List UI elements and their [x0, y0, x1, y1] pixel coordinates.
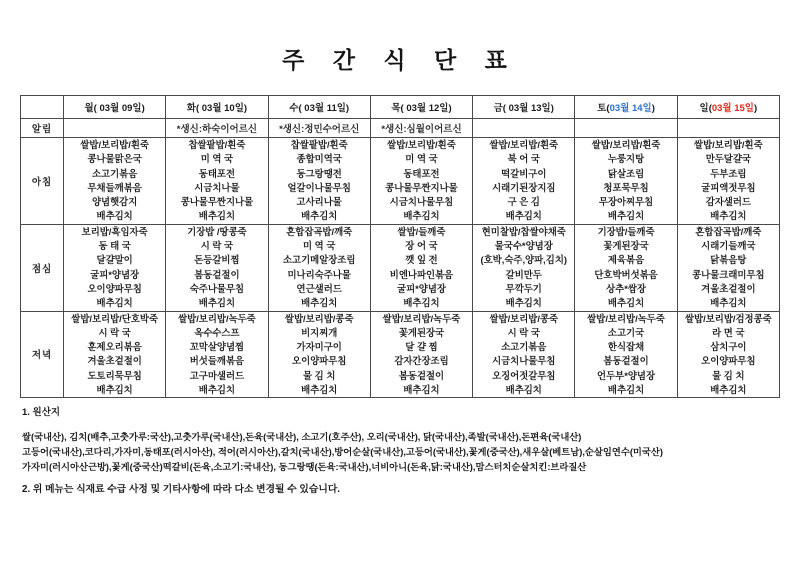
table-body [21, 119, 780, 398]
meal-item: 깻 잎 전 [405, 254, 438, 266]
meal-item: 쌀밥/보리밥/흰죽 [387, 139, 456, 150]
meal-item: 콩나물맑은국 [87, 153, 142, 165]
meal-item: 동 태 국 [98, 240, 131, 252]
meal-item: 배추김치 [403, 384, 440, 396]
meal-item: 시 락 국 [98, 326, 131, 338]
day-header-sat-close-paren: ) [651, 103, 655, 114]
meal-item: 상추*쌈장 [606, 282, 646, 294]
table-header-row [21, 96, 780, 119]
table-header [21, 96, 780, 119]
meal-item: 쌀밥/보리밥/검정콩죽 [684, 312, 772, 324]
breakfast-cell-tue [166, 138, 268, 225]
day-header-tue: 화( 03월 10일) [166, 96, 268, 119]
meal-item: 쌀밥/보리밥/단호박죽 [71, 312, 158, 324]
meal-item: 동태포전 [198, 167, 236, 179]
meal-item: 배추김치 [505, 210, 542, 222]
day-header-sun-date: 03월 15일 [711, 103, 754, 114]
meal-item: 굴피*양념장 [90, 268, 140, 280]
breakfast-cell-mon [64, 138, 166, 225]
meal-item: 오이양파무침 [292, 355, 347, 367]
meal-item: 시금치나물무침 [389, 196, 454, 208]
meal-item: 배추김치 [607, 297, 645, 309]
meal-item: 찹쌀팥밥/흰죽 [188, 139, 246, 150]
notice-cell-tue: *생신:하숙이어르신 [166, 119, 268, 138]
meal-item: 라 면 국 [712, 326, 745, 338]
day-header-wed: 수( 03월 11일) [268, 96, 370, 119]
origin-line-2: 고등어(국내산),코다리,가자미,동태포(러시아산), 적어(러시아산),갈치(국내산),방어순살(국내산),고등어(국내산),꽃게(중국산),새우살(베트남),순살임연수(미국산) [22, 446, 663, 457]
meal-item: 닭살조림 [607, 167, 645, 179]
meal-item: (호박,숙주,양파,김치) [480, 254, 568, 266]
lunch-cell-tue [166, 224, 268, 311]
meal-item: 쌀밥/보리밥/콩죽 [489, 312, 559, 324]
meal-item: 감자간장조림 [394, 355, 449, 367]
meal-item: 무장아찌무침 [598, 196, 654, 208]
lunch-cell-sun [677, 224, 779, 311]
meal-item: 배추김치 [96, 210, 133, 222]
meal-item: 봄동겉절이 [603, 355, 649, 367]
breakfast-row [21, 138, 780, 225]
day-header-sat-open-paren: ( [606, 103, 610, 114]
meal-item: 물국수*양념장 [494, 240, 553, 252]
meal-item: 꽃게된장국 [603, 240, 649, 252]
meal-item: 북 어 국 [507, 153, 540, 165]
meal-item: 배추김치 [505, 384, 542, 396]
meal-item: 소고기볶음 [91, 167, 138, 179]
dinner-cell-sat [575, 311, 677, 398]
footnote-note-2: 2. 위 메뉴는 식재료 수급 사정 및 기타사항에 따라 다소 변경될 수 있습니다. [22, 483, 341, 495]
meal-item: 배추김치 [96, 384, 133, 396]
meal-item: 옥수수스프 [194, 326, 240, 338]
meal-item: 배추김치 [710, 297, 747, 309]
meal-item: 겨울초겉절이 [701, 282, 756, 294]
meal-item: 숙주나물무침 [189, 282, 245, 294]
meal-item: 돈등갈비찜 [194, 254, 240, 266]
notice-cell-sat [575, 119, 677, 138]
meal-item: 꽃게된장국 [398, 326, 445, 338]
meal-item: 한식잡채 [607, 341, 645, 353]
meal-item: 고사리나물 [296, 196, 342, 208]
meal-item: 쌀밥/보리밥/콩죽 [284, 312, 354, 324]
row-label-dinner: 저녁 [21, 311, 64, 398]
meal-item: 장 어 국 [405, 240, 438, 252]
lunch-cell-fri [473, 224, 575, 311]
meal-item: 삼치구이 [710, 341, 747, 353]
breakfast-cell-thu [370, 138, 472, 225]
meal-item: 연근샐러드 [296, 282, 342, 294]
day-header-fri: 금( 03월 13일) [473, 96, 575, 119]
meal-item: 고구마샐러드 [189, 369, 245, 381]
meal-item: 배추김치 [607, 384, 645, 396]
meal-item: 쌀밥/들깨죽 [397, 225, 446, 237]
meal-item: 쌀밥/보리밥/녹두죽 [587, 312, 665, 324]
meal-item: 오징어젓갈무침 [492, 369, 556, 381]
meal-item: 누룽지탕 [607, 153, 645, 165]
meal-item: 시래기들깨국 [701, 240, 756, 252]
meal-item: 배추김치 [301, 210, 338, 222]
origin-heading: 1. 원산지 [22, 407, 61, 419]
meal-item: 굴피액젓무침 [701, 181, 756, 193]
notice-cell-thu: *생신:심월이어르신 [370, 119, 472, 138]
meal-item: 배추김치 [710, 210, 747, 222]
dinner-cell-tue [166, 311, 268, 398]
notice-row [21, 119, 780, 138]
meal-item: 쌀밥/보리밥/흰죽 [694, 139, 763, 150]
breakfast-cell-wed [268, 138, 370, 225]
meal-item: 비엔나파인볶음 [389, 268, 454, 280]
meal-item: 소고기볶음 [501, 341, 547, 353]
meal-item: 갈비만두 [505, 268, 542, 280]
notice-cell-fri [473, 119, 575, 138]
day-header-sat [575, 96, 677, 119]
meal-item: 달걀말이 [96, 254, 133, 266]
meal-item: 구 은 김 [507, 196, 540, 208]
meal-item: 굴피*양념장 [397, 282, 446, 294]
meal-item: 미나리숙주나물 [287, 268, 351, 280]
meal-item: 쌀밥/보리밥/녹두죽 [382, 312, 461, 324]
meal-item: 닭볶음탕 [710, 254, 747, 266]
meal-item: 기장밥/들깨죽 [597, 225, 655, 237]
meal-item: 미 역 국 [405, 153, 438, 165]
meal-item: 물 김 치 [303, 369, 336, 381]
dinner-cell-sun [677, 311, 779, 398]
meal-item: 쌀밥/보리밥/흰죽 [591, 139, 661, 150]
day-header-sat-date: 03월 14일 [609, 103, 652, 114]
meal-item: 봄동겉절이 [194, 268, 240, 280]
meal-item: 양념햇감지 [91, 196, 138, 208]
lunch-row [21, 224, 780, 311]
meal-item: 비지찌개 [301, 326, 338, 338]
dinner-cell-fri [473, 311, 575, 398]
meal-item: 현미찰밥/찹쌀야채죽 [481, 225, 566, 237]
meal-item: 버섯들깨볶음 [189, 355, 245, 367]
meal-item: 물 김 치 [712, 369, 745, 381]
meal-item: 가자미구이 [296, 341, 342, 353]
table-corner-cell [21, 96, 64, 119]
day-header-sun [677, 96, 779, 119]
origin-line-1: 쌀(국내산), 김치(배추,고춧가루:국산),고춧가루(국내산),돈육(국내산), 소고기(호주산), 오리(국내산), 닭(국내산),족발(국내산),돈편육(국내산) [22, 431, 582, 442]
dinner-row [21, 311, 780, 398]
breakfast-cell-sat [575, 138, 677, 225]
meal-item: 미 역 국 [303, 240, 336, 252]
day-header-sun-day: 일 [699, 103, 709, 114]
day-header-thu: 목( 03월 12일) [370, 96, 472, 119]
notice-cell-mon [64, 119, 166, 138]
meal-item: 시래기된장지짐 [492, 181, 556, 193]
meal-item: 만두달걀국 [705, 153, 751, 165]
meal-item: 도토리묵무침 [87, 369, 142, 381]
meal-item: 찹쌀팥밥/흰죽 [290, 139, 348, 150]
meal-item: 제육볶음 [607, 254, 645, 266]
page-title: 주 간 식 단 표 [282, 47, 518, 73]
meal-item: 혼합잡곡밥/깨죽 [286, 225, 353, 237]
meal-item: 두부조림 [710, 167, 747, 179]
meal-item: 떡갈비구이 [501, 167, 547, 179]
meal-item: 시 락 국 [507, 326, 540, 338]
day-header-mon: 월( 03월 09일) [64, 96, 166, 119]
meal-item: 콩나물크래미무침 [692, 268, 765, 280]
breakfast-cell-fri [473, 138, 575, 225]
meal-item: 청포묵무침 [603, 181, 649, 193]
footnotes-section [22, 405, 800, 497]
lunch-cell-sat [575, 224, 677, 311]
meal-item: 훈제오리볶음 [87, 341, 142, 353]
meal-item: 시금치나물무침 [492, 355, 556, 367]
meal-item: 기장밥 /땅콩죽 [187, 225, 247, 237]
row-label-lunch: 점심 [21, 224, 64, 311]
meal-item: 배추김치 [403, 297, 440, 309]
meal-item: 겨울초겉절이 [87, 355, 142, 367]
lunch-cell-thu [370, 224, 472, 311]
meal-item: 쌀밥/보리밥/흰죽 [80, 139, 149, 150]
meal-item: 배추김치 [96, 297, 133, 309]
meal-item: 무깍두기 [505, 282, 542, 294]
day-header-sun-open-paren: ( [708, 103, 712, 114]
meal-item: 배추김치 [198, 297, 236, 309]
meal-item: 종합미역국 [296, 153, 342, 165]
meal-item: 배추김치 [607, 210, 645, 222]
meal-item: 쌀밥/보리밥/흰죽 [489, 139, 559, 150]
notice-cell-sun [677, 119, 779, 138]
lunch-cell-wed [268, 224, 370, 311]
meal-item: 배추김치 [403, 210, 440, 222]
row-label-breakfast: 아침 [21, 138, 64, 225]
meal-item: 오이양파무침 [87, 282, 142, 294]
dinner-cell-thu [370, 311, 472, 398]
weekly-menu-table [20, 95, 780, 398]
meal-item: 배추김치 [301, 384, 338, 396]
meal-item: 봄동겉절이 [398, 369, 445, 381]
meal-item: 얼갈이나물무침 [287, 181, 351, 193]
day-header-sat-day: 토 [597, 103, 607, 114]
meal-item: 배추김치 [710, 384, 747, 396]
meal-item: 달 걀 찜 [405, 341, 438, 353]
meal-item: 동그랑땡전 [296, 167, 342, 179]
meal-item: 배추김치 [505, 297, 542, 309]
dinner-cell-mon [64, 311, 166, 398]
meal-item: 보리밥/흑임자죽 [81, 225, 148, 237]
meal-item: 소고기국 [607, 326, 645, 338]
notice-cell-wed: *생신:정민수어르신 [268, 119, 370, 138]
breakfast-cell-sun [677, 138, 779, 225]
meal-item: 감자샐러드 [705, 196, 751, 208]
meal-item: 배추김치 [301, 297, 338, 309]
meal-item: 무채들깨볶음 [87, 181, 142, 193]
row-label-notice: 알림 [21, 119, 64, 138]
meal-item: 시금치나물 [194, 181, 240, 193]
dinner-cell-wed [268, 311, 370, 398]
meal-item: 콩나물무짠지나물 [180, 196, 254, 208]
meal-item: 언두부*양념장 [597, 369, 656, 381]
meal-item: 오이양파무침 [701, 355, 756, 367]
meal-item: 콩나물무짠지나물 [385, 181, 458, 193]
meal-item: 미 역 국 [200, 153, 234, 165]
origin-line-3: 가자미(러시아산근방),꽃게(중국산)떡갈비(돈육,소고기:국내산), 동그랑땡(돈육:국내산),너비아니(돈육,닭:국내산),맘스터치순살치킨:브라질산 [22, 461, 587, 472]
meal-item: 시 락 국 [200, 240, 234, 252]
meal-item: 배추김치 [198, 384, 236, 396]
meal-item: 꼬막살양념찜 [189, 341, 245, 353]
meal-item: 단호박버섯볶음 [594, 268, 658, 280]
lunch-cell-mon [64, 224, 166, 311]
meal-item: 쌀밥/보리밥/녹두죽 [178, 312, 256, 324]
meal-item: 동태포전 [403, 167, 440, 179]
meal-item: 배추김치 [198, 210, 236, 222]
meal-item: 소고기메알장조림 [282, 254, 356, 266]
day-header-sun-close-paren: ) [754, 103, 758, 114]
meal-item: 혼합잡곡밥/깨죽 [695, 225, 762, 237]
